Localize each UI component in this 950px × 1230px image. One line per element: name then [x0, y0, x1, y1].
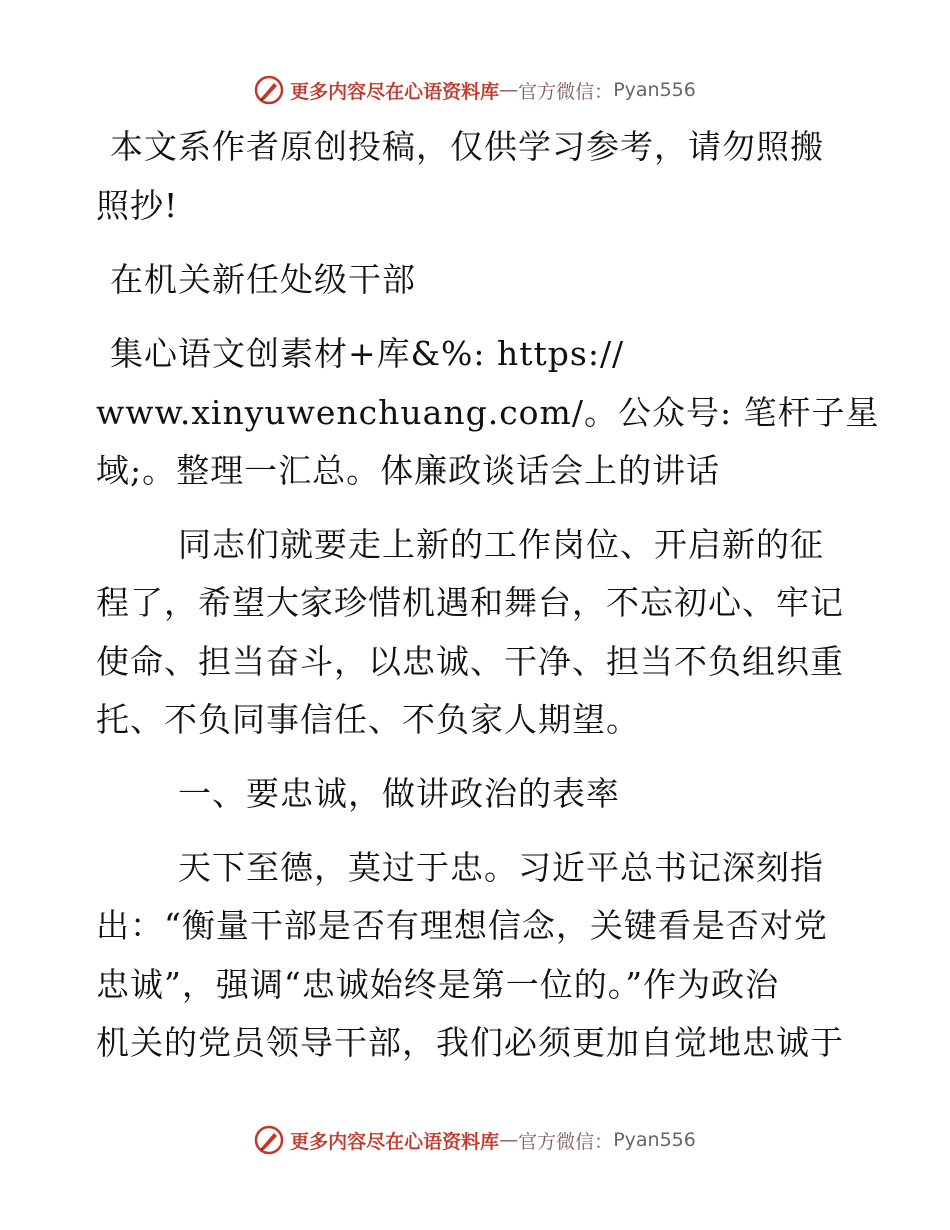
banner-account-label: 官方微信： [518, 80, 614, 103]
banner-account-label: 官方微信： [518, 1130, 614, 1153]
banner-separator: — [499, 1129, 519, 1151]
title-line: www.xinyuwenchuang.com/。公众号: 笔杆子星 [96, 393, 880, 432]
paragraph-line: 程了，希望大家珍惜机遇和舞台，不忘初心、牢记 [96, 583, 844, 622]
paragraph-line: 机关的党员领导干部，我们必须更加自觉地忠诚于 [96, 1023, 844, 1062]
paragraph-line: 使命、担当奋斗，以忠诚、干净、担当不负组织重 [96, 642, 844, 681]
notice-line: 本文系作者原创投稿，仅供学习参考，请勿照搬 [110, 127, 824, 166]
banner-account-id: Pyan556 [613, 79, 696, 101]
paragraph-line: 同志们就要走上新的工作岗位、开启新的征 [178, 525, 824, 564]
footer-watermark-banner [0, 1122, 950, 1158]
notice-line: 照抄! [96, 186, 179, 225]
banner-account-id: Pyan556 [613, 1129, 696, 1151]
banner-main-text: 更多内容尽在心语资料库 [290, 80, 500, 103]
title-line: 在机关新任处级干部 [110, 260, 416, 299]
pen-logo-icon [254, 75, 284, 105]
banner-separator: — [499, 79, 519, 101]
title-line: 集心语文创素材+库&%: https:// [110, 334, 625, 373]
banner-main-text: 更多内容尽在心语资料库 [290, 1130, 500, 1153]
title-line: 域;。整理一汇总。体廉政谈话会上的讲话 [96, 451, 721, 490]
header-watermark-banner [0, 72, 950, 108]
paragraph-line: 天下至德，莫过于忠。习近平总书记深刻指 [178, 848, 824, 887]
paragraph-line: 忠诚”，强调“忠诚始终是第一位的。”作为政治 [96, 965, 780, 1004]
pen-logo-icon [254, 1125, 284, 1155]
paragraph-line: 托、不负同事信任、不负家人期望。 [96, 700, 640, 739]
section-heading: 一、要忠诚，做讲政治的表率 [178, 774, 620, 813]
paragraph-line: 出：“衡量干部是否有理想信念，关键看是否对党 [96, 906, 828, 945]
